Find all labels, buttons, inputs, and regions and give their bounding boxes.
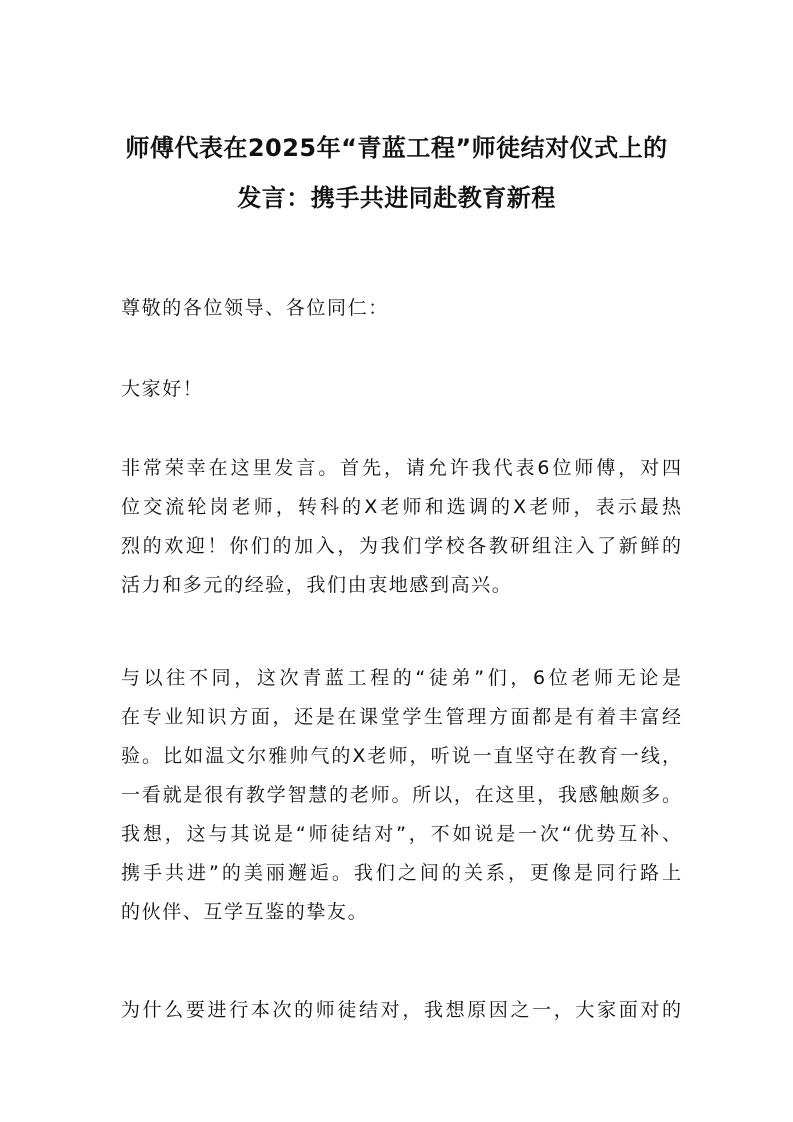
paragraph-line: 在专业知识方面，还是在课堂学生管理方面都是有着丰富经 <box>121 706 681 728</box>
paragraph-line: 位交流轮岗老师，转科的X老师和选调的X老师，表示最热 <box>121 496 681 518</box>
greeting-text: 大家好！ <box>121 378 204 400</box>
paragraph-line: 烈的欢迎！你们的加入，为我们学校各教研组注入了新鲜的 <box>121 535 681 557</box>
paragraph-1 <box>121 449 681 605</box>
paragraph-line: 非常荣幸在这里发言。首先，请允许我代表6位师傅，对四 <box>121 457 681 479</box>
paragraph-2 <box>121 659 681 932</box>
paragraph-line: 的伙伴、互学互鉴的挚友。 <box>121 901 369 923</box>
paragraph-line: 为什么要进行本次的师徒结对，我想原因之一，大家面对的 <box>121 999 681 1021</box>
salutation-text: 尊敬的各位领导、各位同仁： <box>121 297 389 319</box>
greeting <box>121 370 681 409</box>
paragraph-line: 一看就是很有教学智慧的老师。所以，在这里，我感触颇多。 <box>121 784 681 806</box>
paragraph-line: 携手共进”的美丽邂逅。我们之间的关系，更像是同行路上 <box>121 862 681 884</box>
document-title-line-2: 发言：携手共进同赴教育新程 <box>237 184 556 212</box>
paragraph-line: 验。比如温文尔雅帅气的X老师，听说一直坚守在教育一线， <box>121 745 681 767</box>
paragraph-3 <box>121 991 681 1030</box>
document-title-line-1: 师傅代表在2025年“青蓝工程”师徒结对仪式上的 <box>125 134 668 162</box>
salutation <box>121 289 681 328</box>
paragraph-line: 活力和多元的经验，我们由衷地感到高兴。 <box>121 574 513 596</box>
paragraph-line: 我想，这与其说是“师徒结对”，不如说是一次“优势互补、 <box>121 823 681 845</box>
paragraph-line: 与以往不同，这次青蓝工程的“徒弟”们，6位老师无论是 <box>121 667 681 689</box>
